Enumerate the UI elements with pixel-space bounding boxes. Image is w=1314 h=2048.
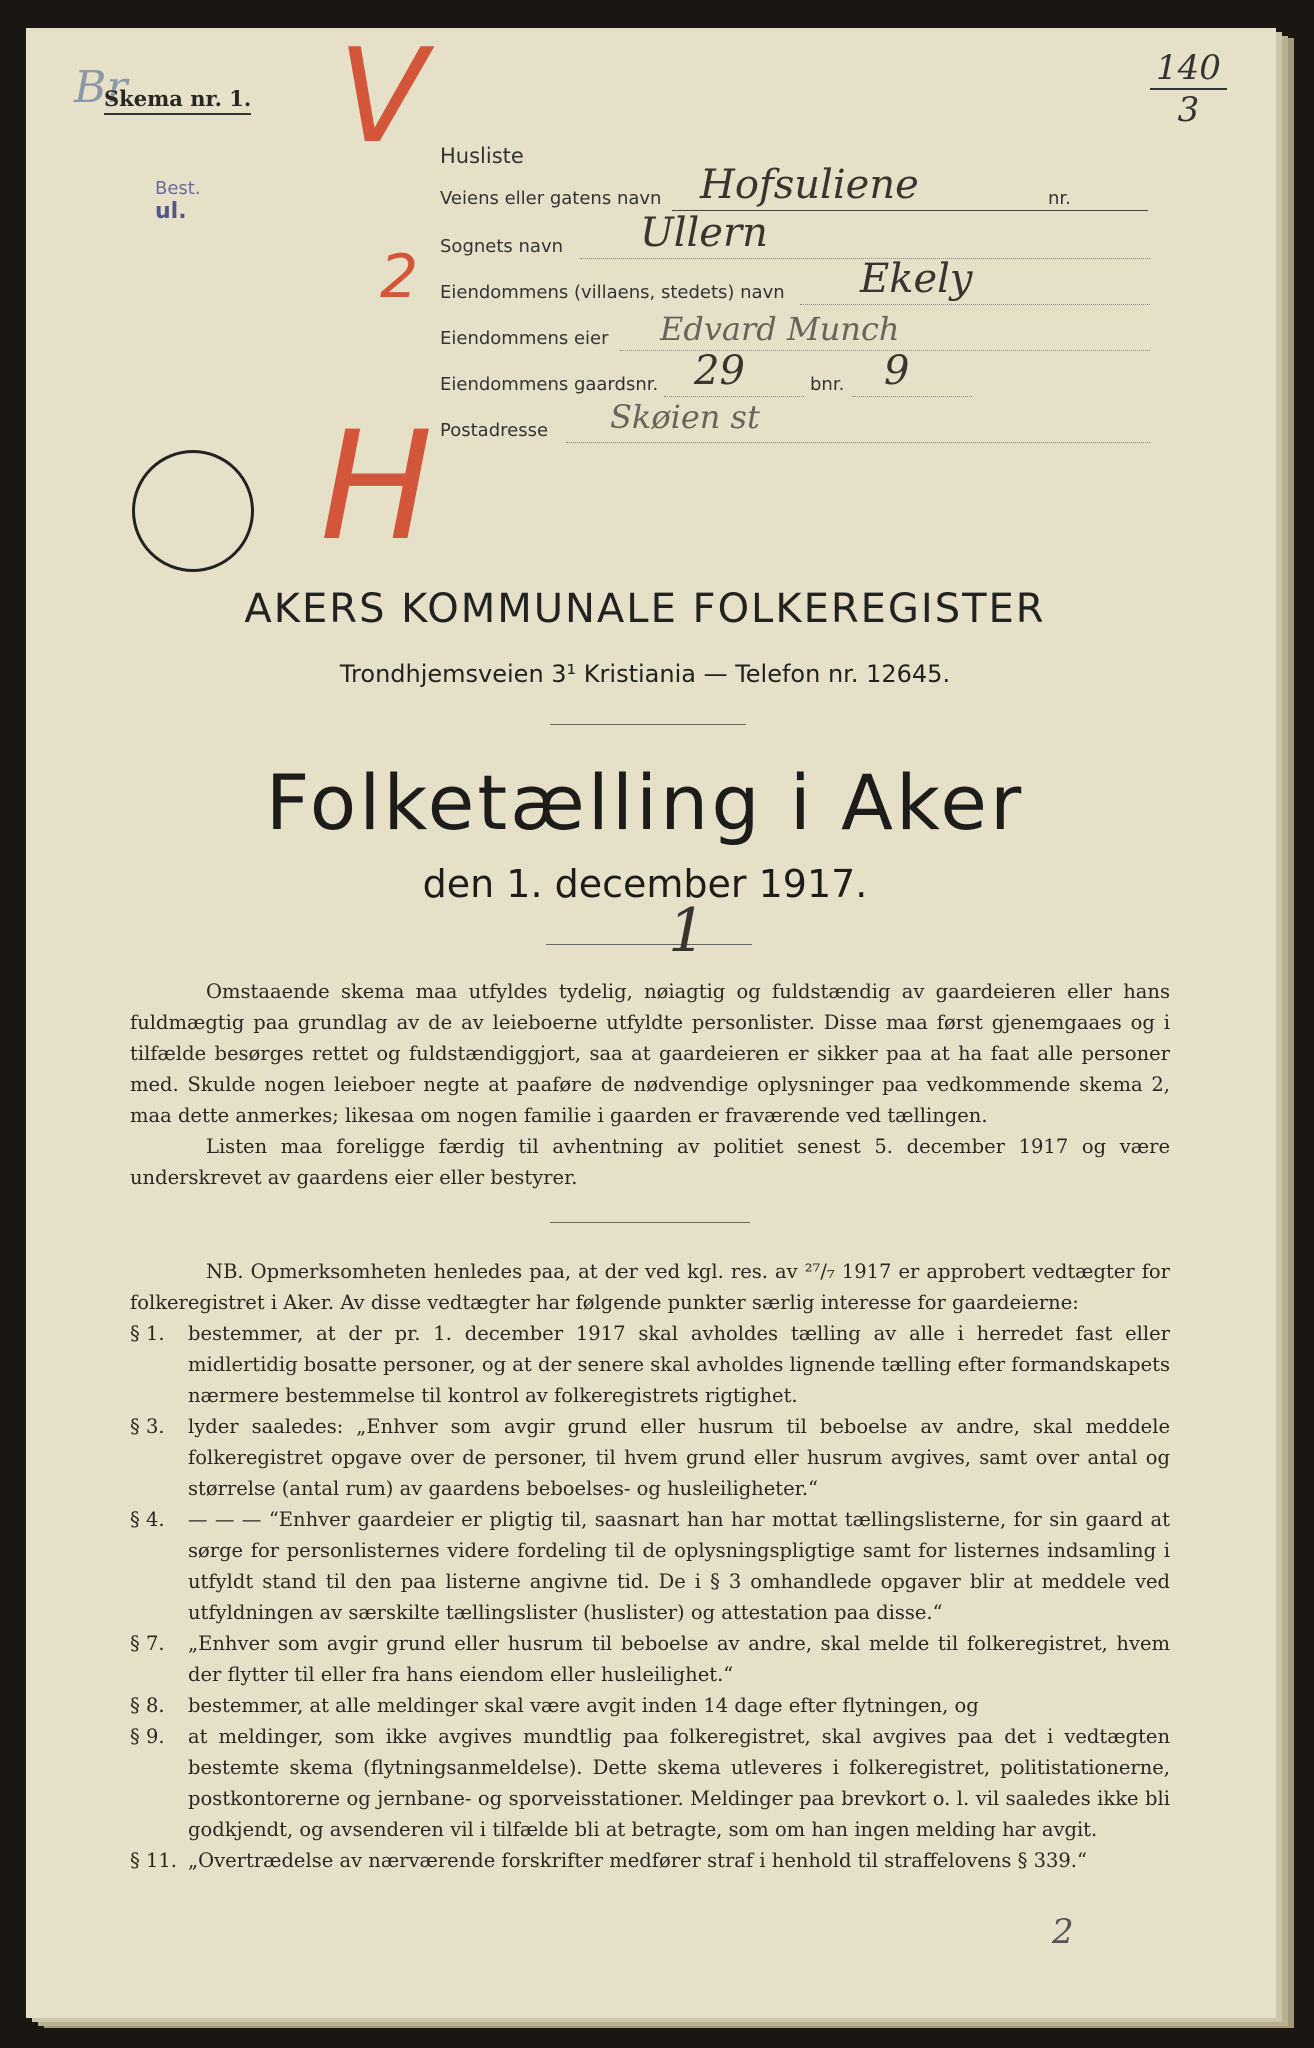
- paragraph-text: bestemmer, at der pr. 1. december 1917 skal avholdes tælling av alle i herredet fast eller midlertidig bosatte personer, og at der senere skal avholdes lignende tælling efter formandskapets nærmere bestemmelse til kontrol av folkeregistrets rigtighet.: [188, 1322, 1170, 1407]
- page-number: 2: [1052, 1912, 1074, 1952]
- paragraph-item: [130, 1721, 1170, 1845]
- paragraph-text: „Overtrædelse av nærværende forskrifter medfører straf i henhold til straffelovens § 339.“: [188, 1849, 1087, 1872]
- veiens-label: Veiens eller gatens navn: [440, 188, 662, 209]
- page-title: Folketælling i Aker: [265, 758, 1025, 847]
- paragraph-num: § 4.: [130, 1508, 165, 1531]
- paragraph-text: at meldinger, som ikke avgives mundtlig paa folkeregistret, skal avgives paa det i vedtægten bestemte skema (flytningsanmeldelse). Dette skema utleveres i folkeregistret, politistationerne, postkontorerne og jernbane- og sporveisstationer. Meldinger paa brevkort o. l. vil saaledes ikke bli godkjendt, og avsenderen vil i tilfælde bli at betragte, som om han ingen melding har avgit.: [188, 1725, 1170, 1841]
- gaardsnr-label: Eiendommens gaardsnr.: [440, 374, 659, 395]
- bnr-label: bnr.: [810, 374, 845, 395]
- sognets-value: Ullern: [640, 210, 768, 256]
- office-address: Trondhjemsveien 3¹ Kristiania — Telefon nr. 12645.: [339, 660, 951, 688]
- red-v-mark: V: [338, 20, 427, 172]
- paragraph-text: — — — “Enhver gaardeier er pligtig til, saasnart han har mottat tællingslisterne, for sin gaard at sørge for personlisternes videre fordeling til de oplysningspligtige samt for listernes indsamling i utfyldt stand til den paa listerne angivne tid. De i § 3 omhandlede opgaver blir at meddele ved utfyldningen av særskilte tællingslister (huslister) og attestation paa disse.“: [188, 1508, 1170, 1624]
- gaardsnr-value: 29: [694, 348, 745, 394]
- red-h-mark: H: [320, 400, 433, 574]
- handwritten-one: 1: [668, 896, 707, 966]
- nb-intro: NB. Opmerksomheten henledes paa, at der ved kgl. res. av ²⁷/₇ 1917 er approbert vedtægter for folkeregistret i Aker. Av disse vedtægter har følgende punkter særlig interesse for gaardeierne:: [130, 1260, 1170, 1314]
- paragraph-num: § 9.: [130, 1725, 165, 1748]
- postadresse-label: Postadresse: [440, 420, 549, 441]
- best-stamp: [155, 178, 201, 224]
- paragraph-item: [130, 1504, 1170, 1628]
- eier-value: Edvard Munch: [660, 310, 900, 348]
- pencil-mark: Br: [74, 62, 128, 113]
- nr-label: nr.: [1048, 188, 1071, 209]
- postadresse-value: Skøien st: [610, 398, 760, 436]
- husliste-heading: Husliste: [440, 144, 524, 168]
- paragraph-item: [130, 1845, 1170, 1876]
- paragraph-item: [130, 1318, 1170, 1411]
- corner-bottom: 3: [1177, 90, 1200, 130]
- paragraph-num: § 7.: [130, 1632, 165, 1655]
- eiendommens-navn-label: Eiendommens (villaens, stedets) navn: [440, 282, 785, 303]
- corner-top: 140: [1150, 48, 1227, 90]
- paragraph-num: § 8.: [130, 1694, 165, 1717]
- paragraph-item: [130, 1411, 1170, 1504]
- circle-mark: [132, 450, 254, 572]
- intro-paragraph-2: Listen maa foreligge færdig til avhentning av politiet senest 5. december 1917 og være underskrevet av gaardens eier eller bestyrer.: [130, 1135, 1170, 1189]
- eiendommens-navn-value: Ekely: [860, 256, 973, 302]
- skema-label: Skema nr. 1.: [104, 86, 251, 115]
- eier-label: Eiendommens eier: [440, 328, 609, 349]
- veiens-value: Hofsuliene: [700, 162, 919, 208]
- corner-number: [1150, 48, 1227, 130]
- intro-text: [130, 976, 1170, 1193]
- intro-paragraph-1: Omstaaende skema maa utfyldes tydelig, nøiagtig og fuldstændig av gaardeieren eller hans fuldmægtig paa grundlag av de av leieboerne utfyldte personlister. Disse maa først gjenemgaaes og i tilfælde besørges rettet og fuldstændiggjort, saa at gaardeieren er sikker paa at ha faat alle personer med. Skulde nogen leieboer negte at paaføre de nødvendige oplysninger paa vedkommende skema 2, maa dette anmerkes; likesaa om nogen familie i gaarden er fraværende ved tællingen.: [130, 980, 1170, 1127]
- best-label: Best.: [155, 178, 201, 199]
- nb-section: [130, 1256, 1170, 1876]
- page-subtitle: den 1. december 1917.: [422, 862, 868, 906]
- bnr-value: 9: [884, 348, 910, 394]
- paragraph-num: § 11.: [130, 1849, 177, 1872]
- paragraph-text: lyder saaledes: „Enhver som avgir grund eller husrum til beboelse av andre, skal meddele folkeregistret opgave over de personer, til hvem grund eller husrum avgives, samt over antal og størrelse (antal rum) av gaardens beboelses- og husleiligheter.“: [188, 1415, 1170, 1500]
- sognets-label: Sognets navn: [440, 236, 564, 257]
- paragraph-text: „Enhver som avgir grund eller husrum til beboelse av andre, skal melde til folkeregistret, hvem der flytter til eller fra hans eiendom eller husleilighet.“: [188, 1632, 1170, 1686]
- best-mark: ul.: [155, 199, 187, 224]
- paragraph-item: [130, 1690, 1170, 1721]
- paragraph-item: [130, 1628, 1170, 1690]
- office-name: AKERS KOMMUNALE FOLKEREGISTER: [244, 586, 1046, 632]
- paragraph-num: § 3.: [130, 1415, 165, 1438]
- paragraph-text: bestemmer, at alle meldinger skal være avgit inden 14 dage efter flytningen, og: [188, 1694, 979, 1717]
- red-two-mark: 2: [380, 242, 419, 312]
- paragraph-num: § 1.: [130, 1322, 165, 1345]
